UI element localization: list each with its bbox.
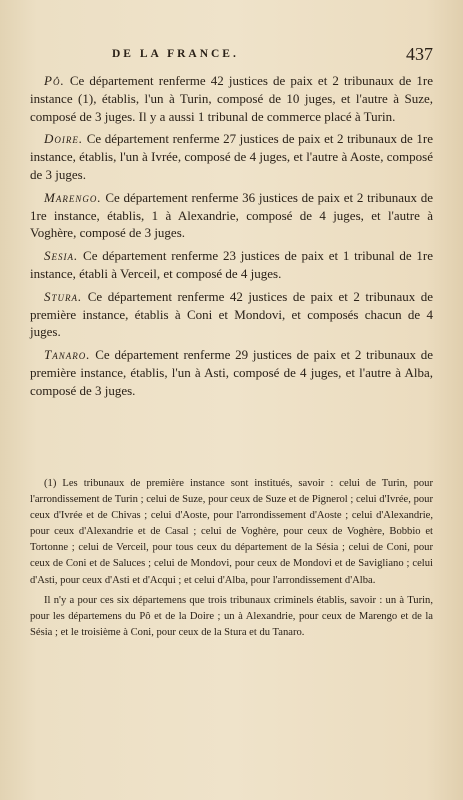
department-entry-po [30, 72, 433, 125]
department-name: Pô. [44, 73, 65, 88]
department-text: Ce département renferme 23 justices de paix et 1 tribunal de 1re instance, établi à Verceil, et composé de 4 juges. [30, 248, 433, 281]
footnote: Il n'y a pour ces six départemens que trois tribunaux criminels établis, savoir : un à Turin, pour les départemens du Pô et de la Doire ; un à Alexandrie, pour ceux de Marengo et de la Sésia ; et le troisième à Coni, pour ceux de la Stura et du Tanaro. [30, 594, 433, 638]
footnote: (1) Les tribunaux de première instance sont institués, savoir : celui de Turin, pour l'arrondissement de Turin ; celui de Suze, pour ceux de Suze et de Pignerol ; celui d'Ivrée, pour ceux d'Ivrée et de Chivas ; celui d'Aoste, pour l'arrondissement d'Aoste ; celui d'Alexandrie, pour ceux d'Alexandrie et de Casal ; celui de Voghère, pour ceux de Voghère, Bobbio et Tortonne ; celui de Verceil, pour tous ceux du département de la Sésia ; celui de Coni, pour ceux de Coni et de Saluces ; celui de Mondovi, pour ceux de Mondovi et de Savigliano ; celui d'Asti, pour ceux d'Asti et d'Acqui ; et celui d'Alba, pour l'arrondissement d'Alba. [30, 478, 433, 586]
department-text: Ce département renferme 27 justices de paix et 2 tribunaux de 1re instance, établis, l'un à Ivrée, composé de 4 juges, et l'autre à Aoste, composé de 3 juges. [30, 131, 433, 182]
department-text: Ce département renferme 29 justices de paix et 2 tribunaux de première instance, établis, l'un à Asti, composé de 4 juges, et l'autre à Alba, composé de 3 juges. [30, 347, 434, 398]
department-name: Stura. [44, 288, 83, 304]
department-text: Ce département renferme 42 justices de paix et 2 tribunaux de 1re instance (1), établis, l'un à Turin, composé de 10 juges, et l'autre à Suze, composé de 3 juges. Il y a aussi 1 tribunal de commerce placé à Turin. [30, 73, 433, 124]
department-entry-doire [30, 130, 433, 183]
department-text: Ce département renferme 42 justices de paix et 2 tribunaux de première instance, établis à Coni et Mondovi, et composés chacun de 4 juges. [30, 288, 434, 340]
department-entry-tanaro [30, 346, 433, 399]
department-entry-stura [30, 288, 433, 341]
department-entry-sesia [30, 247, 433, 283]
department-name: Doire. [44, 131, 84, 147]
footnotes [30, 476, 433, 645]
department-name: Marengo. [44, 189, 102, 205]
department-entry-marengo [30, 189, 433, 242]
main-text [30, 72, 433, 405]
page-number: 437 [406, 44, 433, 64]
running-head: DE LA FRANCE. [112, 48, 239, 60]
department-text: Ce département renferme 36 justices de paix et 2 tribunaux de 1re instance, établis, 1 à Alexandrie, composé de 4 juges, et l'autre à Voghère, composé de 3 juges. [30, 189, 434, 241]
department-name: Tanaro. [44, 347, 91, 363]
department-name: Sesia. [44, 248, 79, 264]
page-header [112, 44, 433, 68]
